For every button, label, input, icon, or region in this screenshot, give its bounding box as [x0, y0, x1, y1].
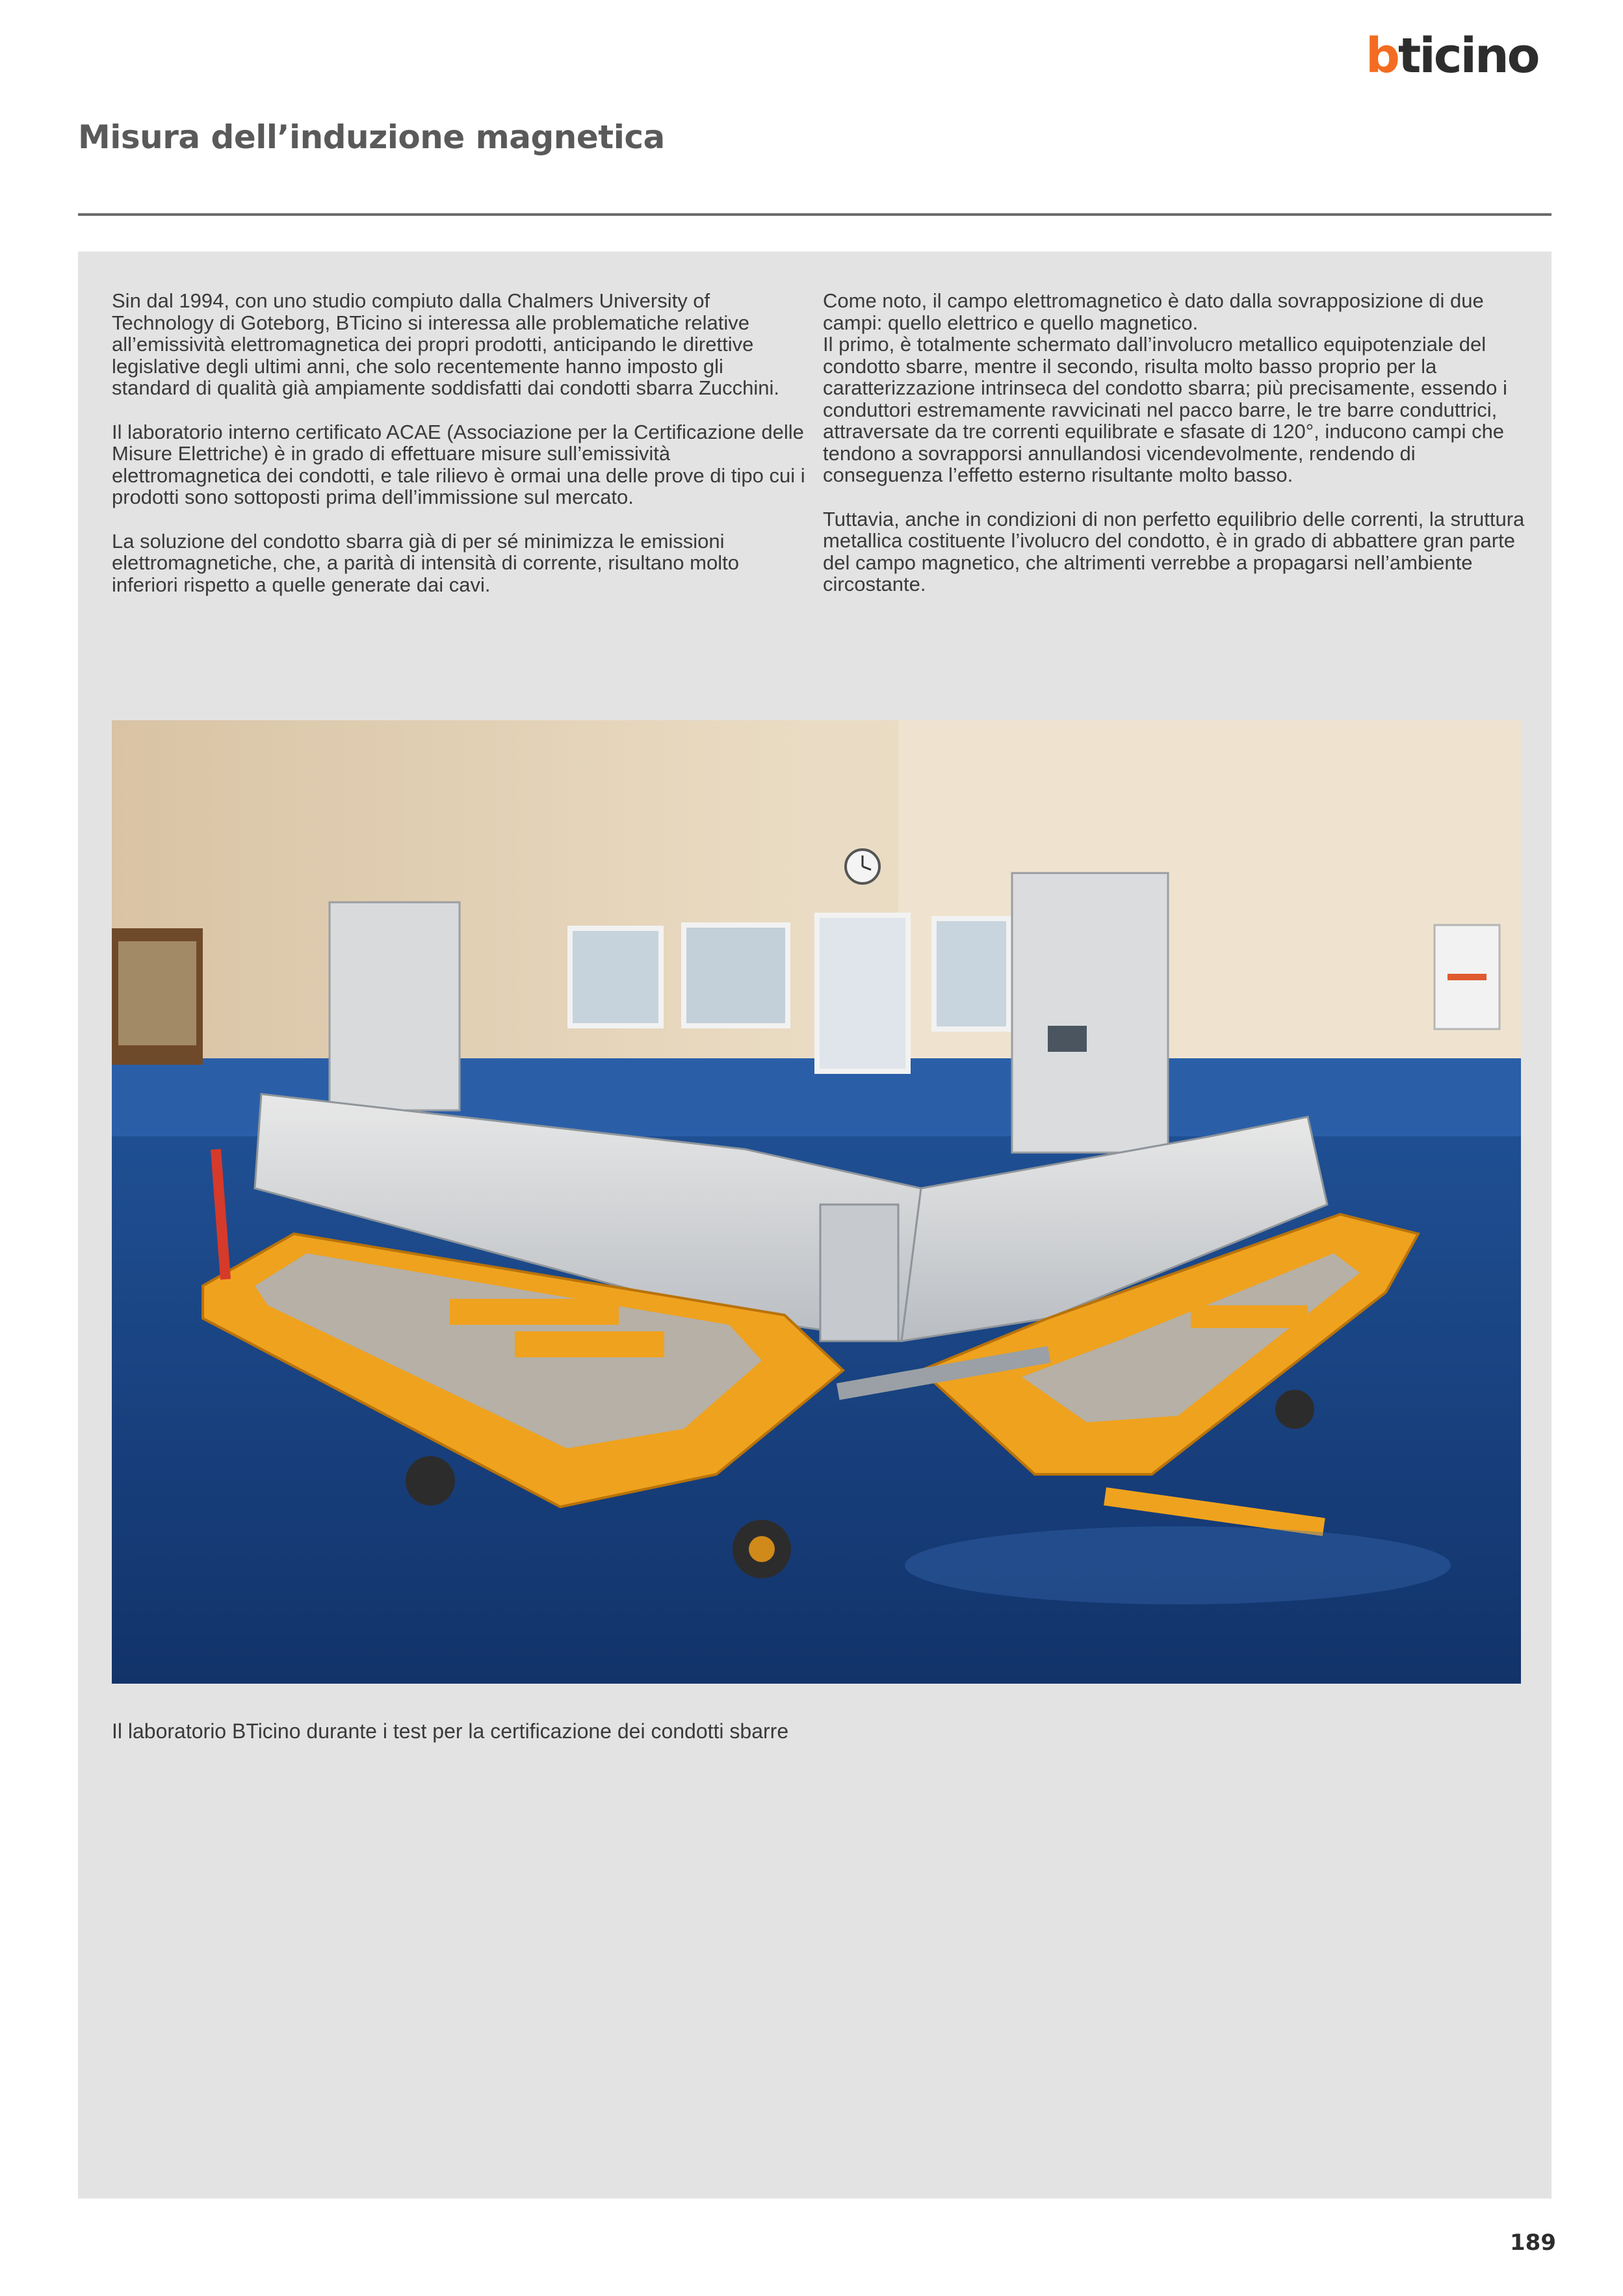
left-paragraph-2: Il laboratorio interno certificato ACAE (Associazione per la Certificazione delle Misure Elettriche) è in grado di effettuare misure sull’emissività elettromagnetica dei condotti, e tale rilievo è ormai una delle prove di tipo cui i prodotti sono sottoposti prima dell’immissione sul mercato. [112, 420, 805, 508]
photo-caption: Il laboratorio BTicino durante i test per la certificazione dei condotti sbarre [112, 1719, 789, 1743]
left-paragraph-1: Sin dal 1994, con uno studio compiuto dalla Chalmers University of Technology di Goteborg, BTicino si interessa alle problematiche relative all’emissività elettromagnetica dei propri prodotti, anticipando le direttive legislative degli ultimi anni, che solo recentemente hanno imposto gli standard di qualità già ampiamente soddisfatti dai condotti sbarra Zucchini. [112, 289, 780, 399]
page-number: 189 [1510, 2230, 1556, 2256]
laboratory-photo [112, 720, 1521, 1684]
left-paragraph-3: La soluzione del condotto sbarra già di per sé minimizza le emissioni elettromagnetiche, che, a parità di intensità di corrente, risultano molto inferiori rispetto a quelle generate dai cavi. [112, 529, 739, 596]
logo-suffix: ticino [1397, 28, 1539, 84]
right-paragraph-1b: Il primo, è totalmente schermato dall’involucro metallico equipotenziale del condotto sbarre, mentre il secondo, risulta molto basso proprio per la caratterizzazione intrinseca del condotto sbarra; più precisamente, essendo i conduttori estremamente ravvicinati nel pacco barre, le tre barre conduttrici, attraversate da tre correnti equilibrate e sfasate di 120°, inducono campi che tendono a sovrapporsi annullandosi vicendevolmente, rendendo di conseguenza l’effetto esterno risultante molto basso. [823, 333, 1507, 486]
right-paragraph-2: Tuttavia, anche in condizioni di non perfetto equilibrio delle correnti, la struttura metallica costituente l’ivolucro del condotto, è in grado di abbattere gran parte del campo magnetico, che altrimenti verrebbe a propagarsi nell’ambiente circostante. [823, 507, 1525, 595]
bticino-logo [1366, 28, 1539, 84]
right-text-column [823, 290, 1525, 618]
logo-prefix: b [1366, 28, 1398, 84]
page-title: Misura dell’induzione magnetica [78, 118, 665, 156]
title-divider [78, 213, 1552, 216]
right-paragraph-1a: Come noto, il campo elettromagnetico è dato dalla sovrapposizione di due campi: quello elettrico e quello magnetico. [823, 289, 1484, 334]
left-text-column [112, 290, 807, 618]
